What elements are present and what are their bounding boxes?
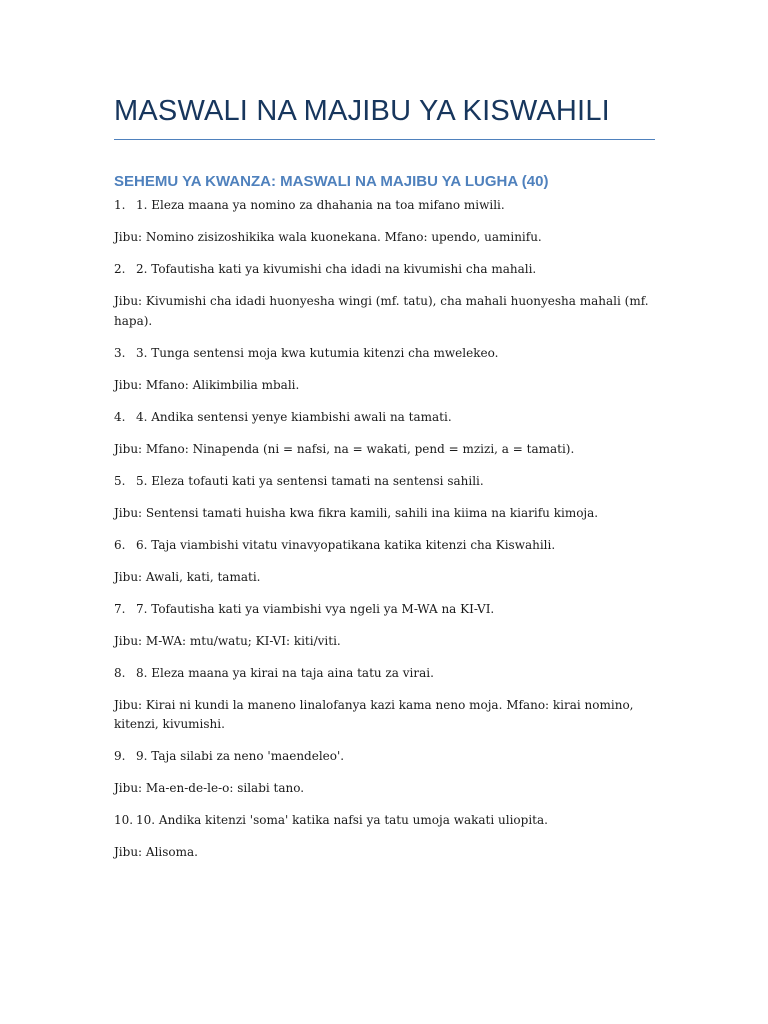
question-text: 8. Eleza maana ya kirai na taja aina tatu za virai. <box>136 665 434 680</box>
question-number: 1. <box>114 198 126 212</box>
question-text: 4. Andika sentensi yenye kiambishi awali na tamati. <box>136 409 452 424</box>
question-text: 10. Andika kitenzi 'soma' katika nafsi ya tatu umoja wakati uliopita. <box>136 813 548 827</box>
question-item <box>114 600 656 620</box>
question-number: 3. <box>114 345 126 360</box>
question-item <box>114 344 656 364</box>
question-item <box>114 664 656 684</box>
answer-text: Jibu: Mfano: Ninapenda (ni = nafsi, na = wakati, pend = mzizi, a = tamati). <box>114 441 575 456</box>
question-text: 5. Eleza tofauti kati ya sentensi tamati na sentensi sahili. <box>136 473 484 488</box>
answer-text: Jibu: M-WA: mtu/watu; KI-VI: kiti/viti. <box>114 633 341 648</box>
question-text: 2. Tofautisha kati ya kivumishi cha idadi na kivumishi cha mahali. <box>136 262 537 276</box>
question-text: 9. Taja silabi za neno 'maendeleo'. <box>136 749 345 763</box>
answer-text: Jibu: Mfano: Alikimbilia mbali. <box>114 377 300 392</box>
question-number: 9. <box>114 749 126 763</box>
answer-text: Jibu: Kirai ni kundi la maneno linalofanya kazi kama neno moja. Mfano: kirai nomino, kitenzi, kivumishi. <box>114 697 634 731</box>
document-title: MASWALI NA MAJIBU YA KISWAHILI <box>114 95 610 127</box>
question-item <box>114 472 656 492</box>
question-item <box>114 811 656 831</box>
question-answer-list <box>114 196 656 875</box>
question-text: 7. Tofautisha kati ya viambishi vya ngeli ya M-WA na KI-VI. <box>136 601 495 616</box>
answer-text: Jibu: Nomino zisizoshikika wala kuonekana. Mfano: upendo, uaminifu. <box>114 230 542 244</box>
answer-text: Jibu: Sentensi tamati huisha kwa fikra kamili, sahili ina kiima na kiarifu kimoja. <box>114 505 599 520</box>
question-number: 5. <box>114 473 126 488</box>
section-heading: SEHEMU YA KWANZA: MASWALI NA MAJIBU YA LUGHA (40) <box>114 173 549 190</box>
question-text: 6. Taja viambishi vitatu vinavyopatikana katika kitenzi cha Kiswahili. <box>136 537 556 552</box>
question-item <box>114 196 656 216</box>
question-number: 8. <box>114 665 126 680</box>
question-number: 4. <box>114 409 126 424</box>
question-item <box>114 408 656 428</box>
question-text: 1. Eleza maana ya nomino za dhahania na toa mifano miwili. <box>136 198 505 212</box>
answer-text: Jibu: Alisoma. <box>114 845 198 859</box>
question-number: 10. <box>114 813 134 827</box>
title-divider <box>114 139 655 140</box>
answer-text: Jibu: Ma-en-de-le-o: silabi tano. <box>114 781 305 795</box>
question-item <box>114 536 656 556</box>
answer-text: Jibu: Kivumishi cha idadi huonyesha wingi (mf. tatu), cha mahali huonyesha mahali (mf. hapa). <box>114 294 649 328</box>
question-text: 3. Tunga sentensi moja kwa kutumia kitenzi cha mwelekeo. <box>136 345 499 360</box>
question-number: 2. <box>114 262 126 276</box>
question-number: 7. <box>114 601 126 616</box>
question-number: 6. <box>114 537 126 552</box>
answer-text: Jibu: Awali, kati, tamati. <box>114 569 261 584</box>
question-item <box>114 260 656 280</box>
question-item <box>114 747 656 767</box>
